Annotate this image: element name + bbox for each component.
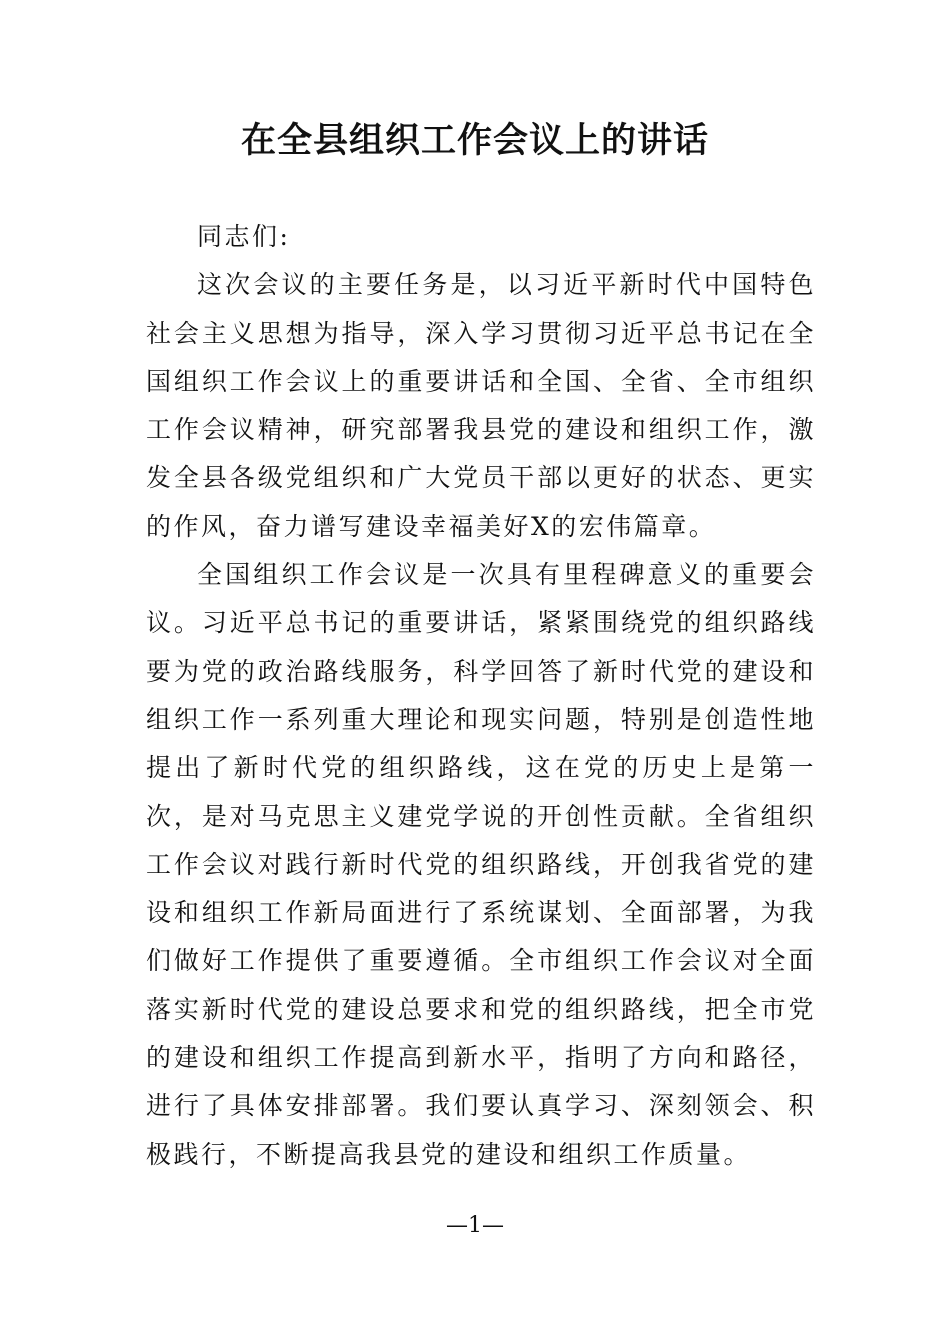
paragraph-2: 全国组织工作会议是一次具有里程碑意义的重要会议。习近平总书记的重要讲话，紧紧围绕党的组织路线要为党的政治路线服务，科学回答了新时代党的建设和组织工作一系列重大理论和现实问题，特别是创造性地提出了新时代党的组织路线，这在党的历史上是第一次，是对马克思主义建党学说的开创性贡献。全省组织工作会议对践行新时代党的组织路线，开创我省党的建设和组织工作新局面进行了系统谋划、全面部署，为我们做好工作提供了重要遵循。全市组织工作会议对全面落实新时代党的建设总要求和党的组织路线，把全市党的建设和组织工作提高到新水平，指明了方向和路径，进行了具体安排部署。我们要认真学习、深刻领会、积极践行，不断提高我县党的建设和组织工作质量。 (146, 560, 816, 1169)
salutation: 同志们: (197, 222, 291, 251)
page-title: 在全县组织工作会议上的讲话 (240, 120, 709, 161)
page-number: —1— (446, 1213, 504, 1238)
document-body (146, 213, 816, 1179)
paragraph-1: 这次会议的主要任务是，以习近平新时代中国特色社会主义思想为指导，深入学习贯彻习近平总书记在全国组织工作会议上的重要讲话和全国、全省、全市组织工作会议精神，研究部署我县党的建设和组织工作，激发全县各级党组织和广大党员干部以更好的状态、更实的作风，奋力谱写建设幸福美好X的宏伟篇章。 (146, 270, 816, 541)
